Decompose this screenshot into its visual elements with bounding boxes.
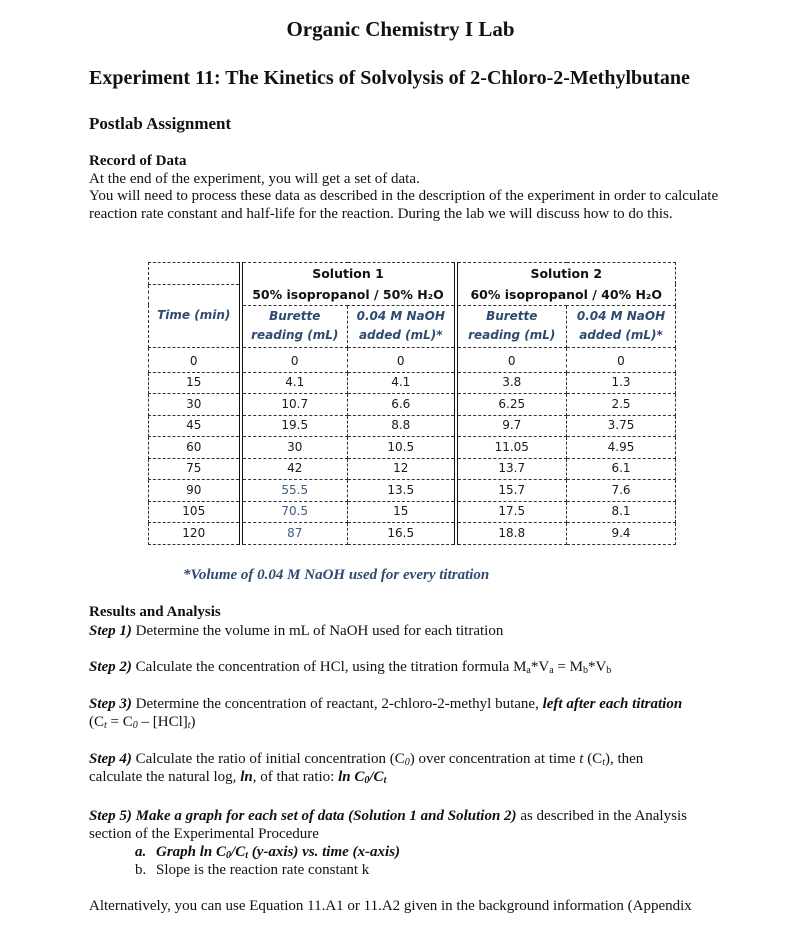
time-cell: 120 [149,523,241,545]
s1-burette-cell: 55.5 [241,480,348,502]
step3-emphasis: left after each titration [542,696,683,712]
step1-text: Determine the volume in mL of NaOH used for each titration [131,623,504,639]
table-row [149,523,676,545]
table-header-row-solutions [149,263,676,285]
s2-burette-cell: 17.5 [456,501,567,523]
s2-naoh-cell: 6.1 [567,458,676,480]
results-heading: Results and Analysis [89,604,221,620]
s1-burette-cell: 0 [241,347,348,372]
s2-burette-cell: 6.25 [456,394,567,416]
table-header-row-subtitles [149,284,676,305]
list-item-b [135,862,369,880]
s2-burette-cell: 11.05 [456,437,567,459]
table-corner-cell [149,263,241,285]
s2-naoh-cell: 3.75 [567,415,676,437]
step4-ratio: /C [369,768,384,785]
s1-naoh-cell: 0 [348,347,456,372]
table-row [149,458,676,480]
step4-sub: 0 [404,757,410,768]
formula-part: – [HCl] [137,713,188,730]
solution2-title: Solution 2 [456,263,676,285]
step2-sub: b [606,665,612,676]
kinetics-data-table [148,262,676,545]
s2-burette-cell: 0 [456,347,567,372]
step5-emphasis: Make a graph for each set of data (Solution 1 and Solution 2) [131,808,517,824]
step4-text: (C [583,751,603,767]
step3 [89,696,739,731]
s1-naoh-cell: 6.6 [348,394,456,416]
s1-naoh-header [348,305,456,347]
step4-text: ) over concentration at time [409,751,580,767]
s2-burette-cell: 18.8 [456,523,567,545]
s2-naoh-cell: 7.6 [567,480,676,502]
step2 [89,659,739,677]
table-row [149,415,676,437]
list-item-a [135,844,400,862]
list-sub: 0 [226,850,232,861]
list-text: /C [231,844,246,860]
s2-burette-header-line2: reading (mL) [468,328,556,342]
step2-text: *V [530,659,550,675]
step3-label: Step 3) [89,696,132,712]
s2-burette-cell: 9.7 [456,415,567,437]
s2-burette-cell: 3.8 [456,372,567,394]
s2-naoh-header-line2: added (mL)* [579,328,663,342]
time-cell: 45 [149,415,241,437]
s1-naoh-cell: 16.5 [348,523,456,545]
solution1-title: Solution 1 [241,263,456,285]
s2-burette-cell: 15.7 [456,480,567,502]
s1-burette-cell: 87 [241,523,348,545]
step3-formula [89,714,739,732]
step4-text: calculate the natural log, [89,768,241,785]
s1-naoh-header-line1: 0.04 M NaOH [356,309,445,323]
s1-naoh-cell: 8.8 [348,415,456,437]
time-cell: 90 [149,480,241,502]
s1-naoh-cell: 10.5 [348,437,456,459]
formula-sub: t [187,719,191,731]
table-row [149,480,676,502]
solution2-subtitle: 60% isopropanol / 40% H₂O [456,284,676,305]
record-of-data-section [89,153,739,223]
s2-naoh-cell: 2.5 [567,394,676,416]
table-row [149,501,676,523]
s2-naoh-cell: 8.1 [567,501,676,523]
section-title: Postlab Assignment [89,114,232,133]
s1-burette-header-line2: reading (mL) [251,328,339,342]
step1 [89,623,739,641]
step2-sub: b [582,665,588,676]
s2-naoh-cell: 4.95 [567,437,676,459]
time-cell: 105 [149,501,241,523]
record-of-data-heading: Record of Data [89,153,187,169]
s1-burette-cell: 4.1 [241,372,348,394]
list-marker: b. [135,862,147,878]
course-title: Organic Chemistry I Lab [286,17,515,41]
s2-naoh-cell: 0 [567,347,676,372]
s2-naoh-header-line1: 0.04 M NaOH [576,309,666,323]
list-text: Slope is the reaction rate constant k [156,862,370,878]
formula-part: = C [106,713,133,730]
time-header: Time (min) [149,284,241,347]
s1-burette-cell: 19.5 [241,415,348,437]
s2-naoh-cell: 1.3 [567,372,676,394]
formula-sub: t [104,719,107,731]
record-of-data-line: At the end of the experiment, you will get a set of data. [89,170,420,187]
step4-text: , of that ratio: [252,768,339,785]
step4-text: ), then [604,751,644,767]
step3-text: Determine the concentration of reactant, 2-chloro-2-methyl butane, [131,696,543,712]
formula-part: (C [89,713,104,730]
solution1-subtitle: 50% isopropanol / 50% H₂O [241,284,456,305]
s1-naoh-header-line2: added (mL)* [358,328,443,342]
step2-text: = M [553,659,583,675]
step2-sub: a [526,665,531,676]
step4-ratio: ln C [338,768,365,785]
s1-burette-cell: 42 [241,458,348,480]
experiment-title: Experiment 11: The Kinetics of Solvolysis of 2-Chloro-2-Methylbutane [89,67,690,89]
table-row [149,372,676,394]
s1-burette-cell: 30 [241,437,348,459]
formula-sub: 0 [132,719,138,731]
list-text: Graph ln C [156,844,227,860]
step4-ln: ln [240,768,253,785]
step4-ratio-sub: 0 [364,774,370,786]
step2-text: Calculate the concentration of HCl, using the titration formula M [131,659,527,675]
table-row [149,347,676,372]
s1-naoh-cell: 13.5 [348,480,456,502]
time-cell: 0 [149,347,241,372]
step5-label: Step 5) [89,808,132,824]
s2-naoh-cell: 9.4 [567,523,676,545]
alternative-paragraph: Alternatively, you can use Equation 11.A1 or 11.A2 given in the background information (Appendix [89,898,692,914]
s1-burette-cell: 70.5 [241,501,348,523]
step4-ratio-sub: t [383,774,387,786]
s1-naoh-cell: 15 [348,501,456,523]
list-sub: t [245,850,248,861]
step4-text: Calculate the ratio of initial concentration (C [131,751,405,767]
formula-part: ) [190,713,196,730]
table-row [149,394,676,416]
time-cell: 60 [149,437,241,459]
s1-naoh-cell: 4.1 [348,372,456,394]
s2-burette-header-line1: Burette [486,309,538,323]
step2-label: Step 2) [89,659,132,675]
s2-burette-cell: 13.7 [456,458,567,480]
s2-naoh-header [567,305,676,347]
step2-text: *V [587,659,607,675]
step2-sub: a [549,665,554,676]
list-text: (y-axis) vs. time (x-axis) [248,844,401,860]
time-cell: 75 [149,458,241,480]
time-cell: 30 [149,394,241,416]
step1-label: Step 1) [89,623,132,639]
step5-line2: section of the Experimental Procedure [89,825,319,842]
list-marker: a. [135,844,147,860]
record-of-data-paragraph: You will need to process these data as described in the description of the experiment in order to calculate reaction rate constant and half-life for the reaction. During the lab we will discuss how to do this. [89,188,719,222]
step4-time-var: t [579,751,584,767]
step4 [89,751,739,786]
s1-burette-cell: 10.7 [241,394,348,416]
step4-sub: t [602,757,605,768]
s1-burette-header-line1: Burette [269,309,321,323]
table-row [149,437,676,459]
time-cell: 15 [149,372,241,394]
table-footnote: *Volume of 0.04 M NaOH used for every titration [183,567,490,583]
step5 [89,808,739,843]
s1-burette-header [241,305,348,347]
step5-text: as described in the Analysis [516,808,687,824]
s1-naoh-cell: 12 [348,458,456,480]
s2-burette-header [456,305,567,347]
step4-label: Step 4) [89,751,132,767]
